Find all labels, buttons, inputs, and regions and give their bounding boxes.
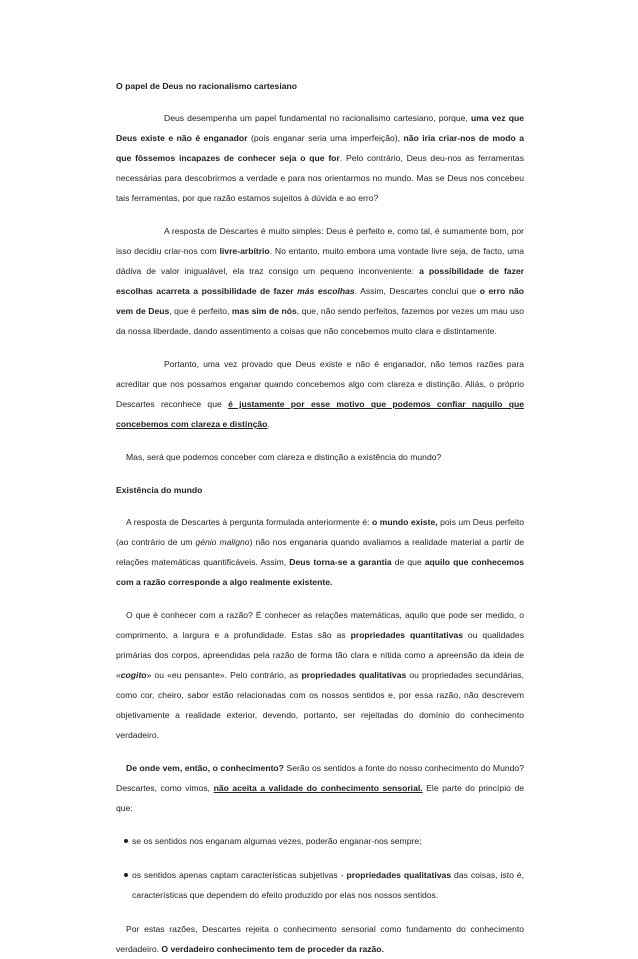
- paragraph-reason-knowledge: O que é conhecer com a razão? É conhecer as relações matemáticas, aquilo que pode ser medido, o comprimento, a largura e a profundidade. Estas são as propriedades quantitativas ou qualidades primárias dos corpos, apreendidas pela razão de forma tão clara e nítida como a apreensão da ideia de «cogito» ou «eu pensante». Pelo contrário, as propriedades qualitativas ou propriedades secundárias, como cor, cheiro, sabor estão relacionadas com os nossos sentidos e, por essa razão, não descrevem objetivamente a realidade exterior, devendo, portanto, ser rejeitadas do domínio do conhecimento verdadeiro.: [116, 610, 524, 740]
- principles-list: [116, 831, 524, 905]
- paragraph-free-will: A resposta de Descartes é muito simples: Deus é perfeito e, como tal, é sumamente bom, por isso decidiu criar-nos com livre-arbítrio. No entanto, muito embora uma vontade livre seja, de facto, uma dádiva de valor inigualável, ela traz consigo um pequeno inconveniente: a possibilidade de fazer escolhas acarreta a possibilidade de fazer más escolhas. Assim, Descartes conclui que o erro não vem de Deus, que é perfeito, mas sim de nós, que, não sendo perfeitos, fazemos por vezes um mau uso da nossa liberdade, dando assentimento a coisas que não concebemos muito clara e distintamente.: [116, 226, 525, 336]
- bullet-icon: [124, 873, 128, 877]
- paragraph-question: Mas, será que podemos conceber com clareza e distinção a existência do mundo?: [126, 452, 442, 462]
- paragraph-clarity-distinction: Portanto, uma vez provado que Deus existe e não é enganador, não temos razões para acreditar que nos possamos enganar quando concebemos algo com clareza e distinção. Aliás, o próprio Descartes reconhece que é justamente por esse motivo que podemos confiar naquilo que concebemos com clareza e distinção.: [116, 359, 524, 429]
- list-item: se os sentidos nos enganam algumas vezes, poderão enganar-nos sempre;: [116, 831, 524, 851]
- paragraph-conclusion: Por estas razões, Descartes rejeita o conhecimento sensorial como fundamento do conhecimento verdadeiro. O verdadeiro conhecimento tem de proceder da razão.: [116, 924, 524, 954]
- paragraph-source-of-knowledge: De onde vem, então, o conhecimento? Serão os sentidos a fonte do nosso conhecimento do Mundo? Descartes, como vimos, não aceita a validade do conhecimento sensorial. Ele parte do princípio de que:: [116, 763, 525, 813]
- list-item: os sentidos apenas captam características subjetivas - propriedades qualitativas das coisas, isto é, características que dependem do efeito produzido por elas nos nossos sentidos.: [116, 865, 524, 905]
- bullet-icon: [124, 839, 128, 843]
- section-heading-world-existence: Existência do mundo: [116, 485, 203, 495]
- paragraph-world-exists: A resposta de Descartes à pergunta formulada anteriormente é: o mundo existe, pois um Deus perfeito (ao contrário de um génio maligno) não nos enganaria quando avaliamos a realidade material a partir de relações matemáticas quantificáveis. Assim, Deus torna-se a garantia de que aquilo que conhecemos com a razão corresponde a algo realmente existente.: [116, 517, 525, 587]
- paragraph-role-of-god: Deus desempenha um papel fundamental no racionalismo cartesiano, porque, uma vez que Deus existe e não é enganador (pois enganar seria uma imperfeição), não iria criar-nos de modo a que fôssemos incapazes de conhecer seja o que for. Pelo contrário, Deus deu-nos as ferramentas necessárias para descobrirmos a verdade e para nos orientarmos no mundo. Mas se Deus nos concebeu tais ferramentas, por que razão estamos sujeitos à dúvida e ao erro?: [116, 113, 524, 203]
- document-title: O papel de Deus no racionalismo cartesiano: [116, 81, 298, 91]
